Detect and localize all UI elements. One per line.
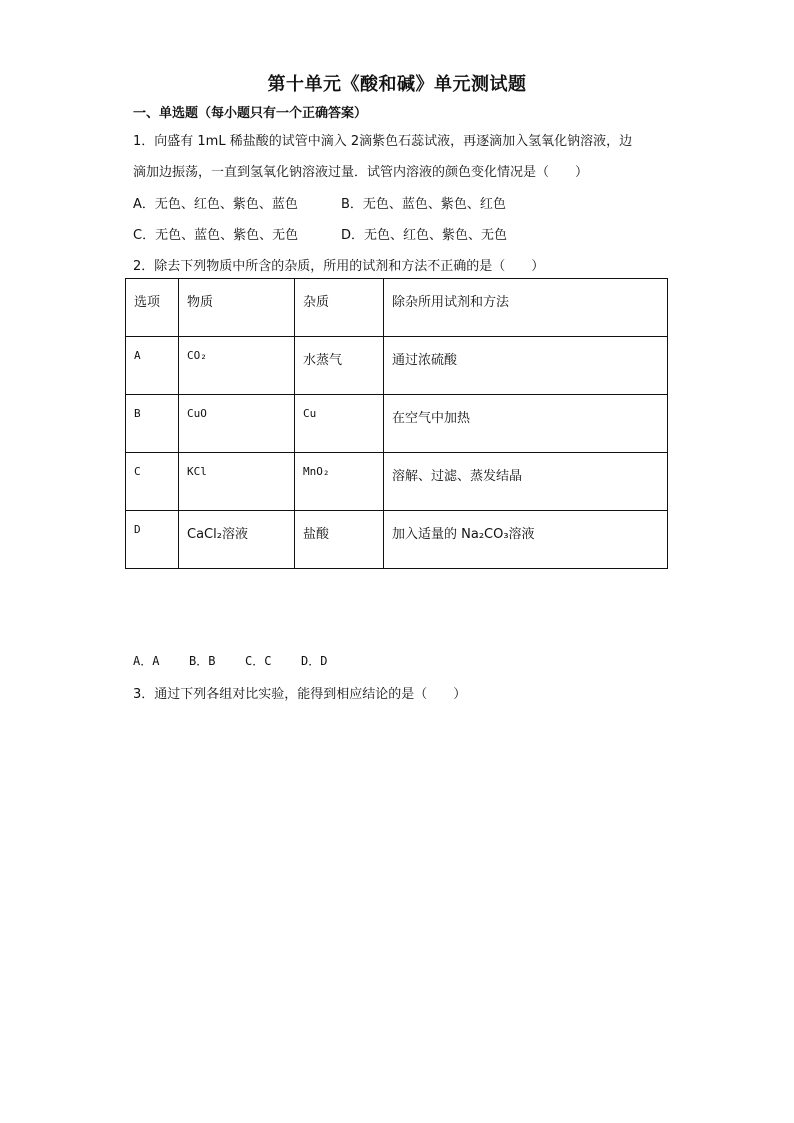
table-cell: A — [126, 337, 179, 395]
table-cell: 在空气中加热 — [384, 395, 668, 453]
q2-option-a: A．A — [133, 654, 160, 668]
q2-option-b: B．B — [189, 654, 216, 668]
table-cell: 盐酸 — [295, 511, 384, 569]
table-cell: Cu — [295, 395, 384, 453]
table-row — [126, 395, 668, 453]
table-row — [126, 337, 668, 395]
q1-option-b: B．无色、蓝色、紫色、红色 — [341, 197, 506, 212]
header-cell: 物质 — [179, 279, 295, 337]
table-cell: MnO₂ — [295, 453, 384, 511]
header-cell: 除杂所用试剂和方法 — [384, 279, 668, 337]
table-cell: 通过浓硫酸 — [384, 337, 668, 395]
q1-option-c: C．无色、蓝色、紫色、无色 — [133, 228, 299, 243]
table-cell: 水蒸气 — [295, 337, 384, 395]
q1-option-a: A．无色、红色、紫色、蓝色 — [133, 197, 298, 212]
table-cell: 加入适量的 Na₂CO₃溶液 — [384, 511, 668, 569]
table-cell: KCl — [179, 453, 295, 511]
impurity-table — [125, 278, 668, 569]
q2-option-d: D．D — [301, 654, 328, 668]
q1-option-d: D．无色、红色、紫色、无色 — [341, 228, 508, 243]
header-cell: 杂质 — [295, 279, 384, 337]
table-cell: CuO — [179, 395, 295, 453]
section-heading: 一、单选题（每小题只有一个正确答案） — [133, 106, 368, 121]
page-title: 第十单元《酸和碱》单元测试题 — [267, 74, 527, 95]
table-cell: B — [126, 395, 179, 453]
table-row — [126, 511, 668, 569]
q1-stem-line1: 1．向盛有 1mL 稀盐酸的试管中滴入 2滴紫色石蕊试液，再逐滴加入氢氧化钠溶液，边 — [133, 134, 633, 149]
q3-stem: 3．通过下列各组对比实验，能得到相应结论的是（ ） — [133, 687, 467, 702]
q1-stem-line2: 滴加边振荡，一直到氢氧化钠溶液过量．试管内溶液的颜色变化情况是（ ） — [133, 165, 589, 180]
table-cell: C — [126, 453, 179, 511]
q2-option-c: C．C — [245, 654, 272, 668]
table-cell: 溶解、过滤、蒸发结晶 — [384, 453, 668, 511]
table-cell: CaCl₂溶液 — [179, 511, 295, 569]
header-cell: 选项 — [126, 279, 179, 337]
q2-stem: 2．除去下列物质中所含的杂质，所用的试剂和方法不正确的是（ ） — [133, 259, 545, 274]
table-cell: D — [126, 511, 179, 569]
table-header-row — [126, 279, 668, 337]
table-cell: CO₂ — [179, 337, 295, 395]
table-row — [126, 453, 668, 511]
